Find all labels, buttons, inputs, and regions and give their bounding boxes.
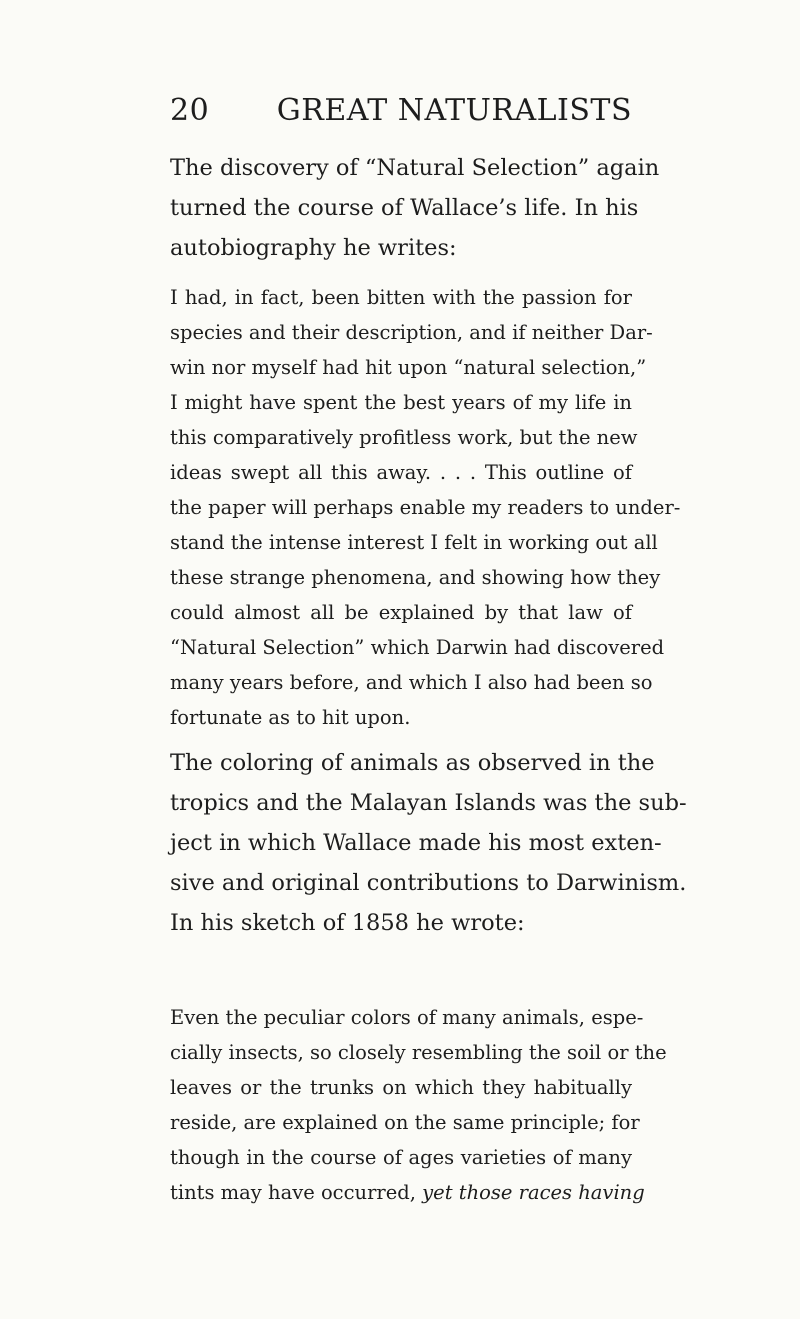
- text-roman: tints may have occurred,: [170, 1181, 423, 1204]
- text-line: I had, in fact, been bitten with the passion for: [170, 286, 632, 309]
- text-italic: yet those races having: [422, 1181, 645, 1204]
- text-line: though in the course of ages varieties of many: [170, 1146, 632, 1169]
- body-paragraph-coloring: [170, 743, 687, 943]
- text-line: autobiography he writes:: [170, 235, 457, 261]
- text-line: The discovery of “Natural Selection” again: [170, 155, 660, 181]
- block-quote-autobiography: [170, 280, 681, 735]
- block-quote-sketch-1858: [170, 1000, 667, 1210]
- text-line: many years before, and which I also had been so: [170, 671, 653, 694]
- text-line: could almost all be explained by that law of: [170, 601, 632, 624]
- text-line: sive and original contributions to Darwinism.: [170, 870, 687, 896]
- text-line: turned the course of Wallace’s life. In his: [170, 195, 639, 221]
- text-line: ject in which Wallace made his most exten-: [170, 830, 662, 856]
- text-line: the paper will perhaps enable my readers to under-: [170, 496, 681, 519]
- text-line: In his sketch of 1858 he wrote:: [170, 910, 525, 936]
- text-line: I might have spent the best years of my life in: [170, 391, 632, 414]
- text-line: “Natural Selection” which Darwin had discovered: [170, 636, 665, 659]
- text-line: ideas swept all this away. . . . This outline of: [170, 461, 632, 484]
- text-line: reside, are explained on the same principle; for: [170, 1111, 640, 1134]
- page-number: 20: [170, 93, 210, 128]
- running-title: GREAT NATURALISTS: [276, 93, 632, 128]
- text-line: win nor myself had hit upon “natural selection,”: [170, 356, 647, 379]
- text-line: cially insects, so closely resembling the soil or the: [170, 1041, 667, 1064]
- text-line: leaves or the trunks on which they habitually: [170, 1076, 632, 1099]
- text-line: these strange phenomena, and showing how they: [170, 566, 661, 589]
- text-line: tropics and the Malayan Islands was the sub-: [170, 790, 687, 816]
- text-line: fortunate as to hit upon.: [170, 706, 411, 729]
- text-line: The coloring of animals as observed in the: [170, 750, 655, 776]
- body-paragraph-discovery: [170, 148, 660, 268]
- text-line: stand the intense interest I felt in working out all: [170, 531, 658, 554]
- text-line-mixed: [170, 1175, 645, 1210]
- running-head: [170, 86, 632, 136]
- text-line: Even the peculiar colors of many animals, espe-: [170, 1006, 644, 1029]
- text-line: this comparatively profitless work, but the new: [170, 426, 638, 449]
- text-line: species and their description, and if neither Dar-: [170, 321, 653, 344]
